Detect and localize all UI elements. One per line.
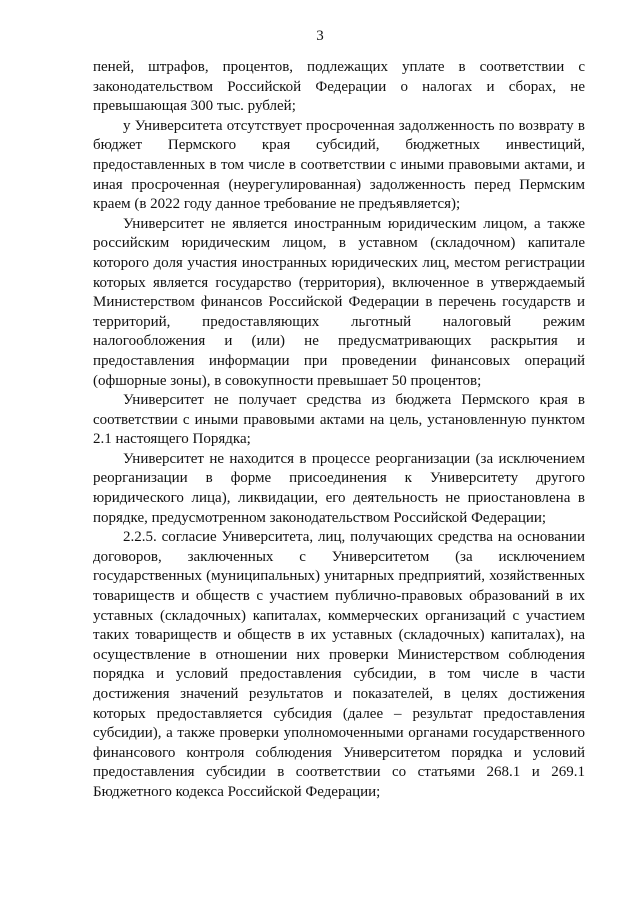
paragraph-no-reorganization: Университет не находится в процессе реорганизации (за исключением реорганизации в форме присоединения к Университету другого юридического лица), ликвидации, его деятельность не приостановлена в порядке, предусмотренном законодательством Российской Федерации;: [93, 450, 585, 526]
paragraph-not-foreign-entity: Университет не является иностранным юридическим лицом, а также российским юридическим лицом, в уставном (складочном) капитале которого доля участия иностранных юридических лиц, местом регистрации которых является государство (территория), включенное в утверждаемый Министерством финансов Российской Федерации в перечень государств и территорий, предоставляющих льготный налоговый режим налогообложения и (или) не предусматривающих раскрытия и предоставления информации при проведении финансовых операций (офшорные зоны), в совокупности превышает 50 процентов;: [93, 215, 585, 389]
page-number: 3: [316, 28, 324, 44]
paragraph-no-overdue-debt: у Университета отсутствует просроченная задолженность по возврату в бюджет Пермского края субсидий, бюджетных инвестиций, предоставленных в том числе в соответствии с иными правовыми актами, и иная просроченная (неурегулированная) задолженность перед Пермским краем (в 2022 году данное требование не предъявляется);: [93, 117, 585, 213]
paragraph-penalties-continuation: пеней, штрафов, процентов, подлежащих уплате в соответствии с законодательством Российской Федерации о налогах и сборах, не превышающая 300 тыс. рублей;: [93, 59, 585, 115]
document-body: [93, 58, 585, 803]
paragraph-2-2-5-consent: 2.2.5. согласие Университета, лиц, получающих средства на основании договоров, заключенных с Университетом (за исключением государственных (муниципальных) унитарных предприятий, хозяйственных товариществ и обществ с участием публично-правовых образований в их уставных (складочных) капиталах, коммерческих организаций с участием таких товариществ и обществ в их уставных (складочных) капиталах), на осуществление в отношении них проверки Министерством соблюдения порядка и условий предоставления субсидии, в том числе в части достижения значений результатов и показателей, в целях достижения которых предоставляется субсидия (далее – результат предоставления субсидии), а также проверки уполномоченными органами государственного финансового контроля соблюдения Университетом порядка и условий предоставления субсидии в соответствии со статьями 268.1 и 269.1 Бюджетного кодекса Российской Федерации;: [93, 529, 585, 800]
paragraph-no-other-funds: Университет не получает средства из бюджета Пермского края в соответствии с иными правовыми актами на цель, установленную пунктом 2.1 настоящего Порядка;: [93, 392, 585, 448]
